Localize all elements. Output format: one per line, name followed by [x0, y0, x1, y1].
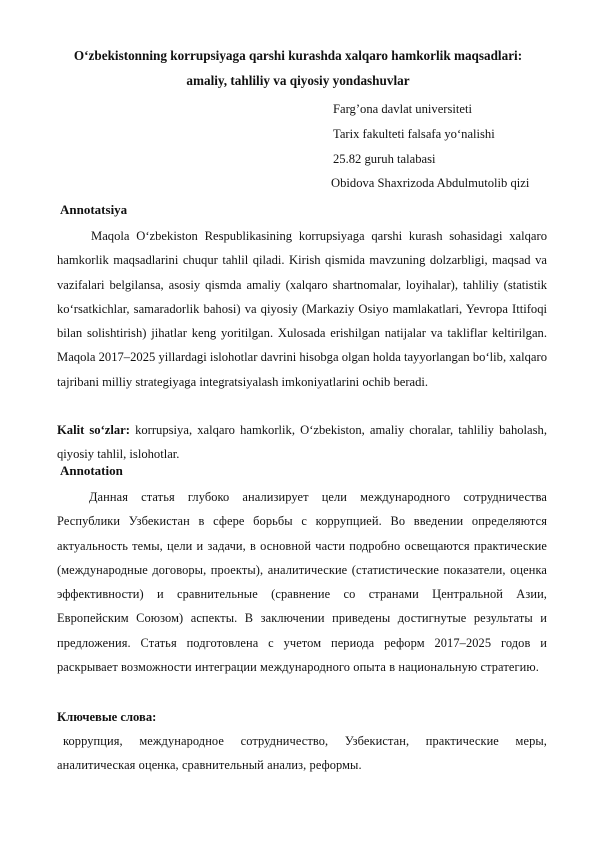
- kalit-sozlar-paragraph: [57, 418, 547, 467]
- kalit-sozlar-label: Kalit so‘zlar:: [57, 423, 130, 437]
- title-line-2: amaliy, tahliliy va qiyosiy yondashuvlar: [186, 73, 410, 88]
- author-name: Obidova Shaxrizoda Abdulmutolib qizi: [331, 176, 530, 190]
- annotation-heading: Annotation: [60, 463, 123, 478]
- annotatsiya-heading: Annotatsiya: [60, 202, 128, 217]
- annotatsiya-paragraph: [57, 224, 547, 394]
- annotatsiya-text: Maqola O‘zbekiston Respublikasining korrupsiyaga qarshi kurash sohasidagi xalqaro hamkorlik maqsadlarini chuqur tahlil qiladi. Kirish qismida mavzuning dolzarbligi, maqsad va vazifalari belgilansa, asosiy qismda amaliy (xalqaro shartnomalar, loyihalar), tahliliy (statistik ko‘rsatkichlar, samaradorlik bahosi) va qiyosiy (Markaziy Osiyo mamlakatlari, Yevropa Ittifoqi bilan solishtirish) jihatlar keng yoritilgan. Xulosada erishilgan natijalar va takliflar keltirilgan. Maqola 2017–2025 yillardagi islohotlar davrini hisobga olgan holda tayyorlangan bo‘lib, xalqaro tajribani milliy strategiyaga integratsiyalash imkoniyatlarini ochib beradi.: [57, 229, 548, 389]
- annotation-paragraph: [57, 485, 547, 679]
- keywords-ru-label: Ключевые слова:: [57, 710, 157, 724]
- author-group: 25.82 guruh talabasi: [333, 152, 436, 166]
- author-university: Farg’ona davlat universiteti: [333, 102, 472, 116]
- keywords-ru-paragraph: [57, 729, 547, 778]
- kalit-sozlar-text: korrupsiya, xalqaro hamkorlik, O‘zbekiston, amaliy choralar, tahliliy baholash, qiyosiy tahlil, islohotlar.: [57, 423, 547, 462]
- title-line-1: O‘zbekistonning korrupsiyaga qarshi kurashda xalqaro hamkorlik maqsadlari:: [73, 48, 523, 63]
- annotation-text: Данная статья глубоко анализирует цели международного сотрудничества Республики Узбекистан в сфере борьбы с коррупцией. Во введении определяются актуальность темы, цели и задачи, в основной части подробно освещаются практические (международные договоры, проекты), аналитические (статистические показатели, оценка эффективности) и сравнительные (сравнение со странами Центральной Азии, Европейским Союзом) аспекты. В заключении приведены достигнутые результаты и предложения. Статья подготовлена с учетом периода реформ 2017–2025 годов и раскрывает возможности интеграции международного опыта в национальную стратегию.: [57, 490, 547, 675]
- author-faculty: Tarix fakulteti falsafa yo‘nalishi: [333, 127, 495, 141]
- keywords-ru-text: коррупция, международное сотрудничество, Узбекистан, практические меры, аналитическая оценка, сравнительный анализ, реформы.: [57, 734, 547, 773]
